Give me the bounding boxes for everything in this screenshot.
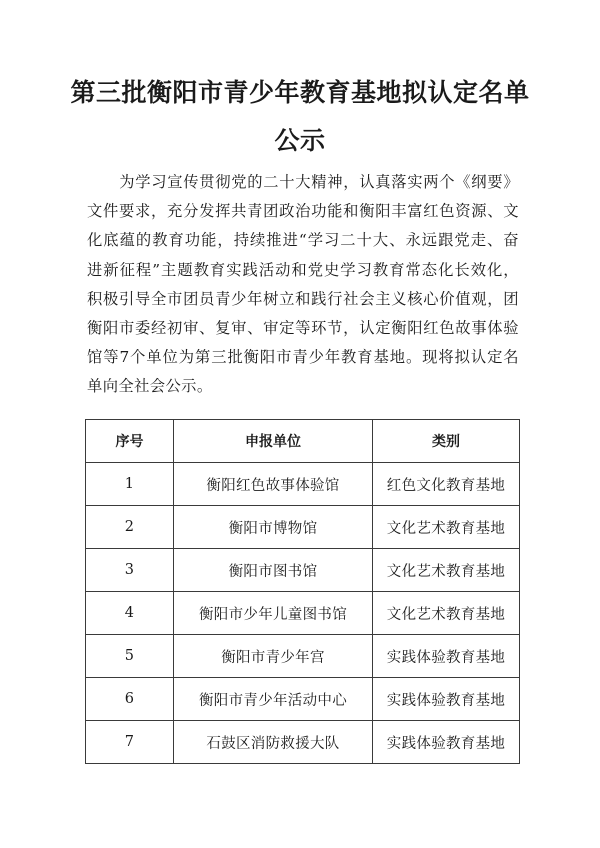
cell-category: 文化艺术教育基地 [373,592,520,635]
cell-applicant-unit: 石鼓区消防救援大队 [174,721,373,764]
header-category: 类别 [373,420,520,463]
cell-serial-number: 1 [86,463,174,506]
announcement-paragraph [87,168,519,402]
cell-applicant-unit: 衡阳市图书馆 [174,549,373,592]
table-row [86,721,520,764]
cell-serial-number: 5 [86,635,174,678]
cell-serial-number: 3 [86,549,174,592]
cell-category: 红色文化教育基地 [373,463,520,506]
table-row [86,463,520,506]
cell-applicant-unit: 衡阳市青少年宫 [174,635,373,678]
cell-category: 实践体验教育基地 [373,678,520,721]
cell-category: 实践体验教育基地 [373,635,520,678]
nominee-table [85,419,520,764]
table-row [86,506,520,549]
cell-applicant-unit: 衡阳市少年儿童图书馆 [174,592,373,635]
cell-applicant-unit: 衡阳市青少年活动中心 [174,678,373,721]
header-serial-number: 序号 [86,420,174,463]
table-row [86,635,520,678]
cell-serial-number: 2 [86,506,174,549]
table-header-row [86,420,520,463]
cell-serial-number: 4 [86,592,174,635]
document-subtitle: 公示 [274,126,326,155]
cell-serial-number: 6 [86,678,174,721]
table-row [86,592,520,635]
cell-applicant-unit: 衡阳市博物馆 [174,506,373,549]
header-applicant-unit: 申报单位 [174,420,373,463]
cell-applicant-unit: 衡阳红色故事体验馆 [174,463,373,506]
paragraph-text: 为学习宣传贯彻党的二十大精神，认真落实两个《纲要》文件要求，充分发挥共青团政治功能和衡阳丰富红色资源、文化底蕴的教育功能，持续推进“学习二十大、永远跟党走、奋进新征程”主题教育实践活动和党史学习教育常态化长效化，积极引导全市团员青少年树立和践行社会主义核心价值观，团衡阳市委经初审、复审、审定等环节，认定衡阳红色故事体验馆等7个单位为第三批衡阳市青少年教育基地。现将拟认定名单向全社会公示。 [87,173,519,396]
document-title: 第三批衡阳市青少年教育基地拟认定名单 [70,78,530,107]
cell-category: 文化艺术教育基地 [373,506,520,549]
cell-serial-number: 7 [86,721,174,764]
table-row [86,678,520,721]
table-row [86,549,520,592]
cell-category: 文化艺术教育基地 [373,549,520,592]
cell-category: 实践体验教育基地 [373,721,520,764]
